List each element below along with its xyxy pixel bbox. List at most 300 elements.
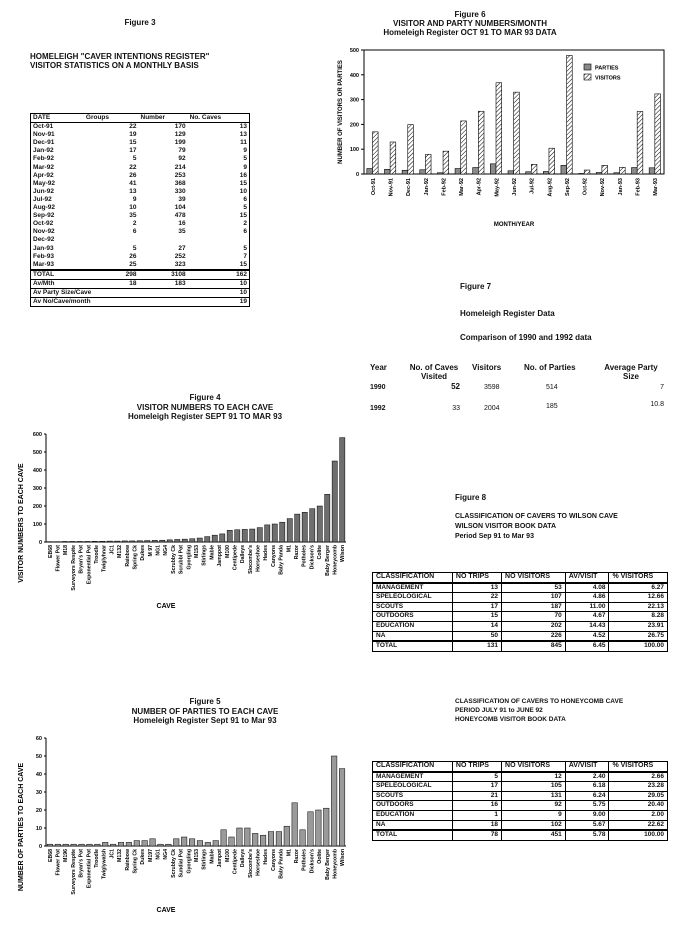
fig9-cell: 16: [452, 801, 501, 811]
fig3-title-line2: VISITOR STATISTICS ON A MONTHLY BASIS: [30, 61, 199, 70]
fig3-cell: 5: [132, 244, 137, 252]
fig5-xtick-label: M197: [147, 849, 154, 862]
fig4-bar: [167, 540, 172, 542]
fig4-xtick-label: Horseshoe: [255, 545, 262, 572]
fig5-title: [80, 707, 330, 725]
fig3-table-row: [31, 180, 250, 188]
fig6-chart: [318, 44, 678, 239]
fig3-title: [30, 52, 270, 70]
fig6-xtick-label: Dec-91: [406, 178, 413, 197]
fig9-col-header: AV/VISIT: [565, 762, 609, 772]
fig6-xtick-label: Nov-92: [600, 178, 607, 197]
fig5-ytick-label: 30: [35, 790, 42, 796]
fig4-xtick-label: Potholes: [301, 545, 308, 567]
fig5-bar: [110, 844, 116, 846]
fig5-xtick-label: Troodle: [94, 849, 100, 868]
fig3-cell: 7: [243, 252, 247, 260]
fig9-cell: SPELEOLOGICAL: [373, 782, 453, 792]
fig3-cell: 330: [174, 187, 186, 195]
fig4-xtick-label: Spring Ck: [132, 545, 139, 570]
fig6-bar-visitors: [372, 132, 378, 174]
fig7-title: Homeleigh Register Data: [460, 309, 555, 318]
fig5-xtick-label: M132: [117, 849, 124, 862]
fig8-cell: 131: [452, 641, 501, 651]
fig6-bar-visitors: [425, 154, 431, 174]
fig9-title-line2: PERIOD JULY 91 to JUNE 92: [455, 707, 543, 714]
fig5-ytick-label: 60: [35, 736, 42, 742]
fig3-cell: 2: [243, 220, 247, 228]
fig4-bar: [122, 541, 127, 542]
fig6-bar-parties: [508, 171, 514, 174]
fig6-title-line2: Homeleigh Register OCT 91 TO MAR 93 DATA: [383, 28, 557, 37]
fig8-title: [455, 512, 618, 542]
fig5-xtick-label: Exponential Pot: [86, 849, 93, 889]
fig5-bar: [166, 844, 172, 846]
fig3-table-row: [31, 236, 250, 244]
fig4-bar: [302, 512, 307, 542]
fig5-bar: [205, 842, 211, 846]
fig5-bar: [284, 826, 290, 846]
fig4-xtick-label: M100: [224, 545, 231, 558]
fig3-table-row: [31, 188, 250, 196]
fig3-cell: Jul-92: [33, 195, 52, 203]
fig4-title-line2: Homeleigh Register SEPT 91 TO MAR 93: [127, 412, 283, 421]
fig3-table-row: [31, 131, 250, 139]
fig4-xtick-label: Centipede: [232, 545, 239, 571]
fig8-cell: 15: [452, 612, 501, 622]
fig8-table-body: [373, 583, 668, 652]
fig7-subtitle: Comparison of 1990 and 1992 data: [460, 333, 592, 342]
fig6-bar-visitors: [637, 112, 643, 174]
fig8-cell: 23.91: [609, 621, 668, 631]
fig7-col-year: Year: [370, 363, 387, 372]
fig7-r1-avg: 7: [660, 384, 664, 391]
fig4-xtick-label: Scrubbl Pot: [178, 545, 185, 575]
fig3-cell: 19: [239, 298, 247, 306]
fig3-col-header: Groups: [84, 114, 139, 123]
fig5-xtick-label: Potholes: [301, 849, 308, 871]
fig9-cell: 5.78: [565, 830, 609, 840]
fig5-ytick-label: 10: [35, 826, 42, 832]
fig4-bar: [100, 541, 105, 542]
fig5-bar: [79, 844, 85, 846]
fig5-bar: [174, 839, 180, 846]
fig9-cell: 2.00: [609, 810, 668, 820]
fig5-xtick-label: M100: [224, 849, 231, 862]
fig5-bar: [181, 837, 187, 846]
fig8-title-line2: WILSON VISITOR BOOK DATA: [455, 523, 557, 530]
fig3-table-row: [31, 212, 250, 220]
fig6-bar-visitors: [408, 125, 414, 174]
fig4-bar: [257, 528, 262, 542]
fig7-caption: Figure 7: [460, 282, 492, 291]
fig3-cell: 214: [174, 163, 186, 171]
fig6-bar-visitors: [655, 94, 661, 174]
fig9-col-header: NO TRIPS: [452, 762, 501, 772]
fig7-col-avg: Average Party Size: [604, 363, 658, 381]
fig3-cell: 162: [188, 270, 250, 280]
fig3-cell: [188, 236, 250, 244]
fig8-cell: 845: [502, 641, 566, 651]
fig6-xtick-label: Nov-91: [388, 178, 395, 197]
fig9-cell: 78: [452, 830, 501, 840]
fig4-xtick-label: Exponential Pot: [86, 545, 93, 585]
fig5-ylabel: NUMBER OF PARTIES TO EACH CAVE: [18, 762, 25, 892]
fig4-xtick-label: Dickson's: [309, 545, 316, 570]
fig5-bar: [331, 756, 337, 846]
fig3-cell: 22: [129, 163, 137, 171]
fig9-cell: 100.00: [609, 830, 668, 840]
fig6-xtick-label: Mar-93: [653, 178, 660, 196]
fig4-ytick-label: 600: [32, 432, 42, 438]
fig3-cell: 2: [132, 220, 137, 228]
fig9-table-row: [373, 820, 668, 830]
fig6-bar-visitors: [549, 148, 555, 174]
fig3-table-body: [31, 123, 250, 307]
fig3-cell: 15: [129, 139, 137, 147]
fig6-bar-parties: [543, 172, 549, 174]
fig5-ytick-label: 0: [38, 844, 42, 850]
fig8-cell: TOTAL: [373, 641, 453, 651]
fig5-bar: [189, 839, 195, 846]
fig8-table-row: [373, 602, 668, 612]
fig3-table-row: [31, 253, 250, 261]
fig7-r2-parties: 185: [546, 403, 558, 410]
fig4-xtick-label: M153: [194, 545, 200, 558]
fig4-xtick-label: Gyorgling: [186, 545, 193, 570]
fig9-cell: 17: [452, 782, 501, 792]
fig9-cell: 92: [502, 801, 566, 811]
fig8-table-row: [373, 631, 668, 641]
fig6-legend-label: VISITORS: [595, 75, 621, 82]
fig8-caption: Figure 8: [455, 493, 487, 502]
fig3-summary-row: [31, 279, 250, 288]
fig4-bar: [92, 541, 97, 542]
fig4-ytick-label: 0: [38, 540, 42, 546]
fig3-cell: [139, 236, 188, 244]
fig3-cell: 18: [84, 279, 139, 288]
fig5-xtick-label: Mable: [209, 849, 216, 864]
fig3-col-header: DATE: [31, 114, 84, 123]
fig3-cell: Jan-93: [33, 244, 54, 252]
fig7-r2-visitors: 2004: [484, 405, 500, 412]
fig5-bar: [324, 808, 330, 846]
fig3-cell: [84, 236, 139, 244]
fig3-col-header: No. Caves: [188, 114, 250, 123]
fig5-ytick-label: 50: [35, 754, 42, 760]
fig4-bar: [272, 524, 277, 542]
fig8-col-header: AV/VISIT: [565, 573, 609, 583]
fig4-xtick-label: NG4: [163, 545, 170, 556]
fig8-cell: 107: [502, 593, 566, 603]
fig4-bar: [145, 541, 150, 542]
fig9-table-row: [373, 782, 668, 792]
fig9-cell: 18: [452, 820, 501, 830]
fig9-total-row: [373, 830, 668, 840]
fig7-col-visitors: Visitors: [472, 363, 502, 372]
fig8-header-row: [373, 573, 668, 583]
fig6-xtick-label: Oct-92: [582, 178, 589, 196]
fig3-cell: 10: [239, 187, 247, 195]
fig8-title-line1: CLASSIFICATION OF CAVERS TO WILSON CAVE: [455, 513, 618, 520]
fig4-xtick-label: Troodle: [94, 545, 100, 564]
fig4-ytick-label: 100: [32, 522, 42, 528]
fig3-cell: 22: [129, 123, 137, 131]
fig3-cell: 19: [129, 131, 137, 139]
fig3-cell: 6: [243, 228, 247, 236]
fig4-bar: [130, 541, 135, 542]
fig8-cell: 11.00: [565, 602, 609, 612]
fig6-bar-parties: [632, 168, 638, 174]
fig3-table-row: [31, 228, 250, 236]
fig4-bar: [340, 438, 345, 542]
fig6-legend-label: PARTIES: [595, 65, 619, 72]
fig5-bar: [245, 828, 251, 846]
fig4-bar: [182, 539, 187, 542]
fig9-col-header: % VISITORS: [609, 762, 668, 772]
fig4-xtick-label: Dalleys: [240, 545, 247, 564]
fig4-bar: [197, 538, 202, 542]
fig3-cell: 10: [129, 204, 137, 212]
fig3-cell: 15: [239, 179, 247, 187]
fig8-table-row: [373, 583, 668, 593]
fig7-r1-caves: 52: [451, 382, 460, 391]
fig3-cell: 39: [178, 195, 186, 203]
fig4-bar: [152, 540, 157, 542]
fig6-bar-parties: [473, 168, 479, 174]
fig3-cell: 92: [178, 155, 186, 163]
fig6-xtick-label: Sep-92: [564, 178, 571, 197]
fig9-col-header: CLASSIFICATION: [373, 762, 453, 772]
fig5-xtick-label: Dickson's: [309, 849, 316, 874]
fig6-bar-parties: [437, 173, 443, 174]
fig3-summary-row: [31, 270, 250, 280]
fig6-bar-parties: [561, 165, 567, 174]
fig8-col-header: CLASSIFICATION: [373, 573, 453, 583]
fig3-cell: Apr-92: [33, 171, 54, 179]
fig3-cell: 35: [178, 228, 186, 236]
fig4-xtick-label: Bryan's Pot: [78, 545, 85, 574]
fig5-bar: [300, 830, 306, 846]
fig9-title: [455, 697, 623, 724]
fig5-bar: [102, 842, 108, 846]
fig3-table: [30, 113, 250, 307]
fig4-xtick-label: Hades: [263, 545, 270, 561]
fig4-xtick-label: Razor: [294, 545, 300, 560]
fig3-cell: 253: [174, 171, 186, 179]
fig6-bar-visitors: [390, 142, 396, 174]
fig3-table-row: [31, 155, 250, 163]
fig3-cell: 41: [129, 179, 137, 187]
fig4-bar: [235, 530, 240, 542]
fig4-xtick-label: NG1: [155, 545, 162, 556]
fig5-xtick-label: NG4: [163, 849, 170, 860]
fig9-cell: 23.28: [609, 782, 668, 792]
fig4-xtick-label: Wilson: [340, 545, 347, 562]
fig3-cell: 25: [129, 260, 137, 268]
fig7-r2-caves: 33: [452, 405, 460, 412]
fig4-xtick-label: M18: [63, 545, 70, 556]
fig5-bar: [71, 844, 77, 846]
fig8-cell: 22.13: [609, 602, 668, 612]
fig9-cell: 5.67: [565, 820, 609, 830]
fig9-cell: 9.00: [565, 810, 609, 820]
fig3-cell: 323: [174, 260, 186, 268]
fig3-cell: 5: [243, 244, 247, 252]
fig3-cell: Jun-92: [33, 187, 54, 195]
fig4-ytick-label: 300: [32, 486, 42, 492]
fig9-cell: 9: [502, 810, 566, 820]
fig5-xtick-label: Surveyors Respite: [70, 849, 77, 895]
fig5-chart: [10, 728, 350, 918]
fig6-legend-swatch-visitors: [584, 74, 591, 80]
fig4-xtick-label: Canyons: [270, 545, 277, 567]
fig9-cell: NA: [373, 820, 453, 830]
fig3-header-row: [31, 114, 250, 123]
fig4-bar: [317, 506, 322, 542]
fig3-cell: 13: [239, 123, 247, 131]
fig8-cell: 4.52: [565, 631, 609, 641]
fig5-bar: [229, 837, 235, 846]
fig9-cell: 29.05: [609, 791, 668, 801]
fig4-xtick-label: M 97: [147, 545, 154, 557]
fig3-cell: 26: [129, 252, 137, 260]
fig3-table-row: [31, 196, 250, 204]
fig5-xlabel: CAVE: [156, 907, 176, 914]
fig5-xtick-label: Centipede: [232, 849, 239, 875]
fig6-ylabel: NUMBER OF VISITORS OR PARTIES: [338, 60, 344, 164]
fig6-bar-visitors: [584, 170, 590, 174]
fig8-cell: 53: [502, 583, 566, 593]
fig3-table-row: [31, 147, 250, 155]
fig3-cell: Av No/Cave/month: [33, 298, 91, 306]
fig4-bar: [325, 494, 330, 542]
fig5-bar: [308, 812, 314, 846]
fig5-xtick-label: Spring Ck: [132, 849, 139, 874]
fig3-cell: Mar-92: [33, 163, 54, 171]
fig9-cell: 5.75: [565, 801, 609, 811]
fig8-cell: 226: [502, 631, 566, 641]
fig4-xtick-label: JC1: [109, 545, 116, 555]
fig8-cell: 17: [452, 602, 501, 612]
fig4-ytick-label: 400: [32, 468, 42, 474]
fig6-xtick-label: Oct-91: [370, 178, 377, 196]
fig5-xtick-label: Baby Panda: [278, 849, 285, 879]
fig4-bar: [287, 519, 292, 542]
fig5-xtick-label: EB68: [47, 849, 54, 862]
fig6-bar-parties: [367, 169, 373, 174]
fig6-bar-parties: [490, 164, 496, 174]
fig6-bar-visitors: [496, 83, 502, 174]
fig9-cell: 451: [502, 830, 566, 840]
fig8-cell: SCOUTS: [373, 602, 453, 612]
fig7-r2-year: 1992: [370, 405, 386, 412]
fig6-xtick-label: Apr-92: [476, 178, 483, 196]
fig3-cell: Feb-92: [33, 155, 54, 163]
fig4-bar: [280, 522, 285, 542]
fig3-cell: 104: [174, 204, 186, 212]
fig6-ytick-label: 400: [349, 72, 359, 79]
fig3-cell: Jan-92: [33, 147, 54, 155]
fig8-cell: EDUCATION: [373, 621, 453, 631]
fig3-summary-row: [31, 288, 250, 297]
fig3-table-row: [31, 123, 250, 132]
fig4-ylabel: VISITOR NUMBERS TO EACH CAVE: [18, 463, 25, 583]
fig3-cell: Av Party Size/Cave: [31, 288, 139, 297]
fig4-title: [80, 403, 330, 421]
fig5-bar: [268, 832, 274, 846]
fig4-bar: [115, 541, 120, 542]
fig9-header-row: [373, 762, 668, 772]
fig8-cell: 12.66: [609, 593, 668, 603]
fig7-r1-visitors: 3598: [484, 384, 500, 391]
fig5-caption: Figure 5: [189, 697, 221, 706]
fig5-bar: [118, 842, 124, 846]
fig3-cell: 27: [178, 244, 186, 252]
fig8-cell: 187: [502, 602, 566, 612]
fig4-bar: [212, 535, 217, 542]
fig4-xtick-label: Baby Berger: [324, 545, 331, 576]
fig4-bar: [332, 461, 337, 542]
fig4-bar: [62, 541, 67, 542]
fig8-cell: OUTDOORS: [373, 612, 453, 622]
fig3-cell: 15: [239, 260, 247, 268]
fig6-xtick-label: Jan-92: [423, 178, 430, 196]
fig8-table: [372, 572, 668, 652]
fig5-xtick-label: Sundial Pot: [178, 849, 185, 878]
fig3-cell: 6: [132, 228, 137, 236]
fig5-bar: [126, 842, 132, 846]
fig5-ytick-label: 20: [35, 808, 42, 814]
fig8-cell: 13: [452, 583, 501, 593]
fig5-bar: [292, 803, 298, 846]
fig8-cell: 4.08: [565, 583, 609, 593]
fig9-table-row: [373, 791, 668, 801]
fig4-bar: [242, 529, 247, 542]
fig6-bar-parties: [614, 173, 620, 174]
fig4-bar: [205, 537, 210, 542]
fig3-table-row: [31, 172, 250, 180]
fig3-cell: 9: [243, 163, 247, 171]
fig9-cell: 22.62: [609, 820, 668, 830]
fig5-title-line1: NUMBER OF PARTIES TO EACH CAVE: [131, 707, 279, 716]
fig6-bar-parties: [596, 173, 602, 174]
fig6-bar-parties: [455, 169, 461, 174]
fig3-cell: Nov-91: [33, 131, 55, 139]
fig4-xtick-label: Mable: [209, 545, 216, 560]
fig7-col-caves: No. of Caves Visited: [409, 363, 459, 381]
fig5-bar: [47, 844, 53, 846]
fig8-cell: 4.67: [565, 612, 609, 622]
fig5-bar: [142, 841, 148, 846]
fig5-xtick-label: Flower Pot: [55, 849, 62, 876]
fig6-ytick-label: 200: [349, 122, 359, 129]
fig3-cell: 5: [132, 155, 137, 163]
fig6-bar-visitors: [602, 165, 608, 174]
fig6-xtick-label: Jun-92: [512, 178, 518, 196]
fig9-cell: 20.40: [609, 801, 668, 811]
fig6-xtick-label: May-92: [494, 178, 501, 197]
fig3-cell: 6: [243, 195, 247, 203]
fig6-title: [340, 19, 600, 37]
fig3-cell: Oct-91: [33, 123, 54, 131]
fig8-cell: 6.27: [609, 583, 668, 593]
fig3-table-row: [31, 204, 250, 212]
fig3-cell: 298: [84, 270, 139, 280]
fig3-cell: 129: [174, 131, 186, 139]
fig4-bar: [295, 514, 300, 542]
fig3-cell: 26: [129, 171, 137, 179]
